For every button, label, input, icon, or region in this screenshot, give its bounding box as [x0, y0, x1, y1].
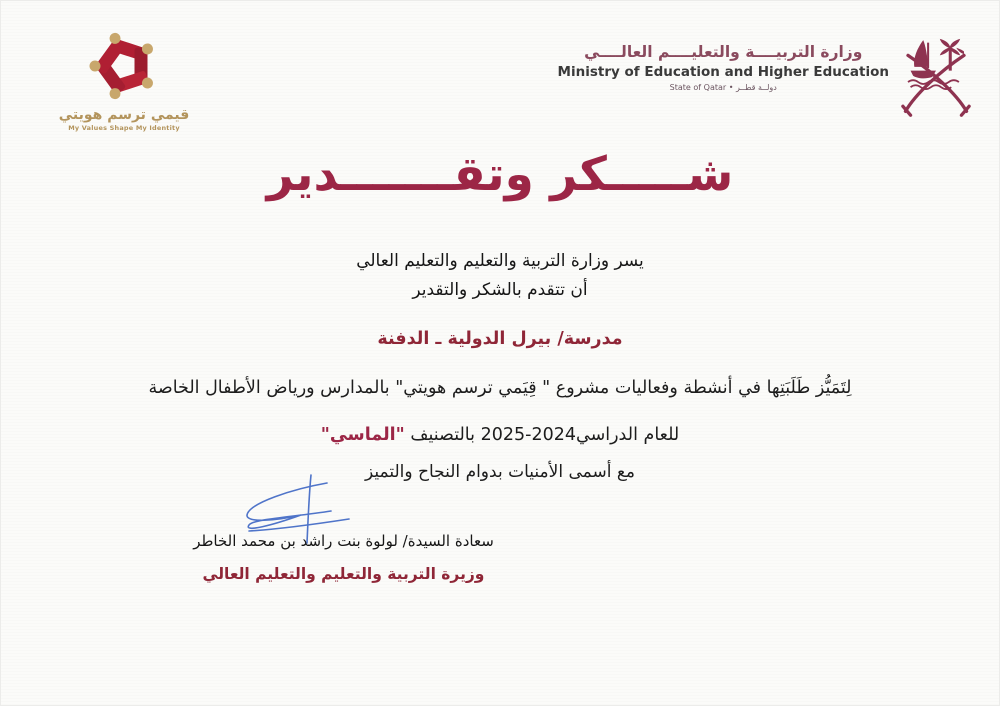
academic-year-line [1, 425, 999, 445]
ministry-header [558, 35, 975, 119]
school-name: مدرسة/ بيرل الدولية ـ الدفنة [377, 329, 623, 349]
values-star-icon [69, 27, 179, 105]
values-logo-arabic-title: قيمي ترسم هويتي [58, 107, 190, 123]
intro-line-2: أن تتقدم بالشكر والتقدير [412, 280, 588, 300]
ministry-name-arabic: وزارة التربيــــة والتعليــــم العالــــي [584, 43, 863, 61]
qatar-emblem-icon [897, 35, 975, 119]
classification-diamond: "الماسي" [320, 425, 405, 445]
intro-line-1: يسر وزارة التربية والتعليم والتعليم العالي [356, 251, 644, 271]
certificate-title: شـــــكر وتقـــــــدير [266, 147, 734, 202]
signer-name: سعادة السيدة/ لولوة بنت راشد بن محمد الخاطر [193, 532, 494, 550]
state-of-qatar-label: State of Qatar • دولــة قطــر [669, 83, 777, 92]
academic-year-text: للعام الدراسي2024-2025 بالتصنيف [410, 425, 680, 445]
signer-title: وزيرة التربية والتعليم والتعليم العالي [202, 565, 485, 583]
my-values-logo [49, 27, 199, 132]
ministry-name-english: Ministry of Education and Higher Education [557, 64, 889, 80]
wishes-line: مع أسمى الأمنيات بدوام النجاح والتميز [365, 462, 635, 482]
reason-line: لِتَمَيُّز طَلَبَتِها في أنشطة وفعاليات مشروع " قِيَمي ترسم هويتي" بالمدارس ورياض الأطفال الخاصة [148, 378, 852, 398]
values-logo-english-subtitle: My Values Shape My Identity [68, 124, 180, 132]
